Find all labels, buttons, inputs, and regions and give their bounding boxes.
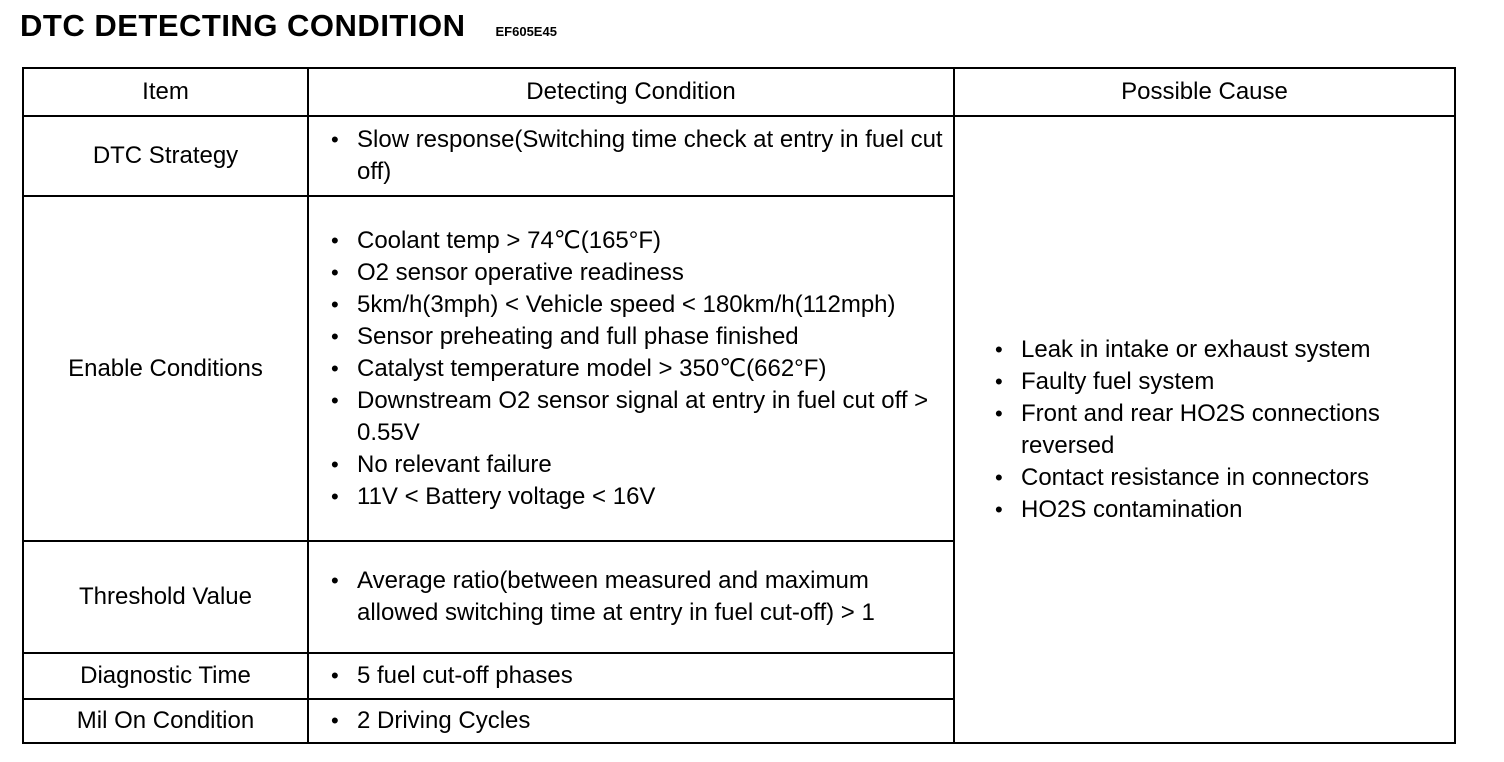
page-title: DTC DETECTING CONDITION [20, 8, 466, 43]
condition-item: • O2 sensor operative readiness [331, 257, 943, 289]
condition-item: • Slow response(Switching time check at entry in fuel cut off) [331, 124, 943, 188]
condition-item: • Downstream O2 sensor signal at entry in fuel cut off > 0.55V [331, 385, 943, 449]
table-header-row [23, 68, 1455, 116]
cause-item: • HO2S contamination [995, 494, 1444, 526]
possible-causes-cell [954, 116, 1455, 743]
column-header-item: Item [23, 68, 308, 116]
cause-item: • Front and rear HO2S connections reversed [995, 398, 1444, 462]
condition-item: • Catalyst temperature model > 350℃(662°F) [331, 353, 943, 385]
condition-item: • 2 Driving Cycles [331, 705, 943, 737]
condition-list [331, 124, 943, 188]
cause-item: • Contact resistance in connectors [995, 462, 1444, 494]
condition-list [331, 660, 943, 692]
condition-item: • Average ratio(between measured and maximum allowed switching time at entry in fuel cut-off) > 1 [331, 565, 943, 629]
row-label-threshold-value: Threshold Value [23, 541, 308, 653]
conditions-diagnostic-time [308, 653, 954, 699]
row-label-mil-on-condition: Mil On Condition [23, 699, 308, 743]
row-label-dtc-strategy: DTC Strategy [23, 116, 308, 196]
column-header-possible-cause: Possible Cause [954, 68, 1455, 116]
condition-item: • 11V < Battery voltage < 16V [331, 481, 943, 513]
conditions-dtc-strategy [308, 116, 954, 196]
row-label-enable-conditions: Enable Conditions [23, 196, 308, 541]
possible-causes-list [995, 334, 1444, 526]
condition-item: • Sensor preheating and full phase finished [331, 321, 943, 353]
conditions-mil-on-condition [308, 699, 954, 743]
dtc-table [22, 67, 1456, 744]
column-header-detecting-condition: Detecting Condition [308, 68, 954, 116]
page-header [20, 4, 557, 48]
condition-item: • 5km/h(3mph) < Vehicle speed < 180km/h(112mph) [331, 289, 943, 321]
condition-list [331, 565, 943, 629]
table-row-dtc-strategy [23, 116, 1455, 196]
condition-list [331, 705, 943, 737]
document-code: EF605E45 [495, 24, 557, 39]
condition-item: • Coolant temp > 74℃(165°F) [331, 225, 943, 257]
cause-item: • Faulty fuel system [995, 366, 1444, 398]
condition-list [331, 225, 943, 513]
condition-item: • 5 fuel cut-off phases [331, 660, 943, 692]
conditions-threshold-value [308, 541, 954, 653]
condition-item: • No relevant failure [331, 449, 943, 481]
cause-item: • Leak in intake or exhaust system [995, 334, 1444, 366]
row-label-diagnostic-time: Diagnostic Time [23, 653, 308, 699]
conditions-enable-conditions [308, 196, 954, 541]
